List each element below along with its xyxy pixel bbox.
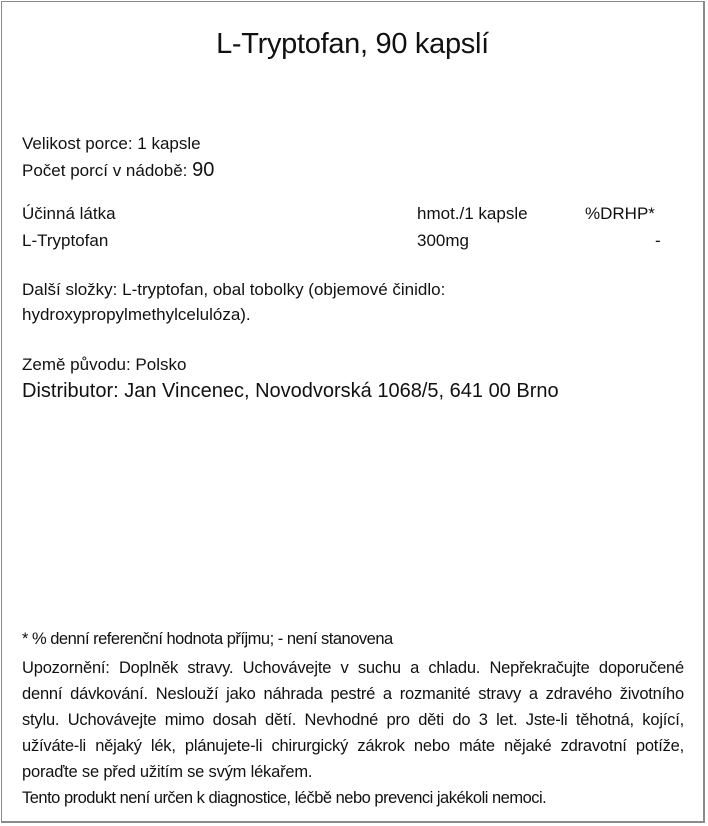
product-label (1, 1, 705, 823)
warning-last-line: Tento produkt není určen k diagnostice, léčbě nebo prevenci jakékoli nemoci. (22, 789, 547, 807)
other-ingredients-line1: Další složky: L-tryptofan, obal tobolky (objemové činidlo: (22, 280, 446, 299)
warning-text (22, 655, 684, 811)
drhp-footnote: * % denní referenční hodnota příjmu; - není stanovena (22, 630, 393, 648)
servings-label: Počet porcí v nádobě: (22, 161, 193, 180)
header-amount: hmot./1 kapsle (417, 204, 528, 223)
distributor: Distributor: Jan Vincenec, Novodvorská 1068/5, 641 00 Brno (22, 380, 559, 402)
row-ingredient-name: L-Tryptofan (22, 231, 109, 250)
country-of-origin: Země původu: Polsko (22, 355, 187, 374)
serving-size: Velikost porce: 1 kapsle (22, 134, 201, 153)
header-drhp: %DRHP* (585, 204, 655, 223)
header-active-ingredient: Účinná látka (22, 204, 116, 223)
row-ingredient-drhp: - (655, 231, 661, 250)
servings-per-container (22, 159, 214, 182)
servings-value: 90 (192, 159, 215, 181)
other-ingredients-line2: hydroxypropylmethylcelulóza). (22, 305, 251, 324)
product-title: L-Tryptofan, 90 kapslí (216, 28, 489, 60)
warning-main: Upozornění: Doplněk stravy. Uchovávejte v suchu a chladu. Nepřekračujte doporučené denní dávkování. Neslouží jako náhrada pestré a rozmanité stravy a zdravého životního stylu. Uchovávejte mimo dosah dětí. Nevhodné pro děti do 3 let. Jste-li těhotná, kojící, užíváte-li nějaký lék, plánujete-li chirurgický zákrok nebo máte nějaké zdravotní potíže, poraďte se před užitím se svým lékařem. (22, 659, 684, 781)
row-ingredient-amount: 300mg (417, 231, 469, 250)
